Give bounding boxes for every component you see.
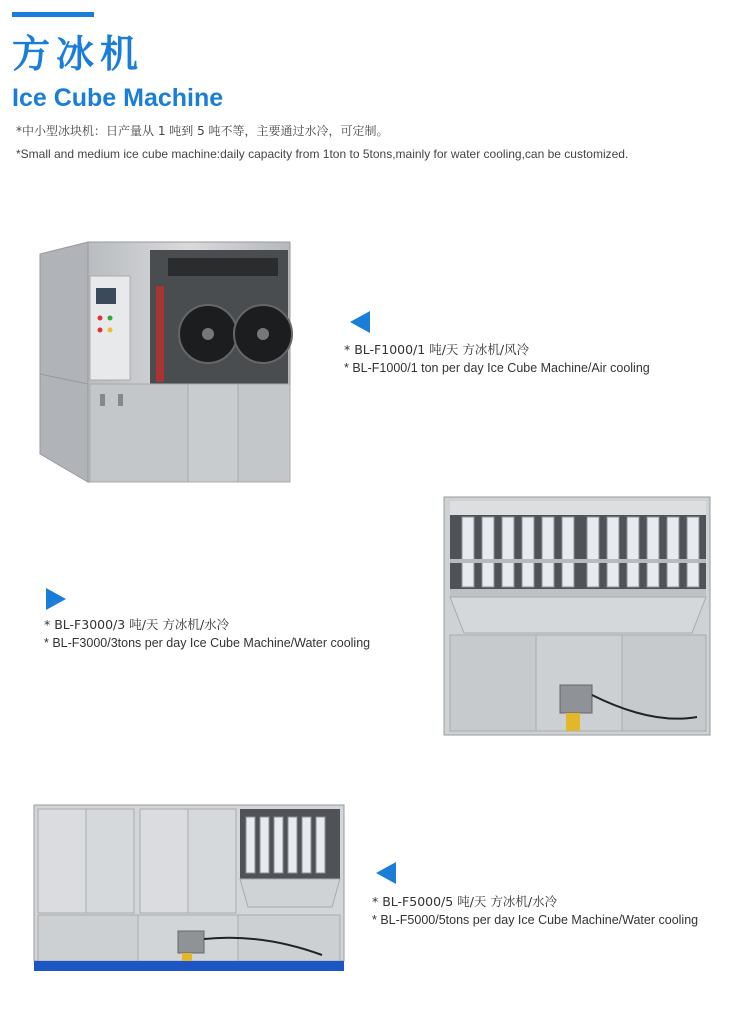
caption-line-cn: * BL-F3000/3 吨/天 方冰机/水冷 — [44, 617, 230, 632]
product-caption-bl-f5000 — [372, 892, 698, 930]
caption-line-en: * BL-F1000/1 ton per day Ice Cube Machine/Air cooling — [344, 361, 650, 375]
product-image-bl-f1000 — [38, 236, 294, 488]
caption-line-en: * BL-F3000/3tons per day Ice Cube Machine/Water cooling — [44, 636, 371, 650]
arrow-left-icon — [350, 311, 370, 333]
arrow-right-icon — [46, 588, 66, 610]
header-accent-bar — [12, 12, 94, 17]
caption-line-cn: * BL-F5000/5 吨/天 方冰机/水冷 — [372, 894, 558, 909]
arrow-left-icon — [376, 862, 396, 884]
page-title-cn: 方冰机 — [12, 32, 145, 76]
description-en: *Small and medium ice cube machine:daily capacity from 1ton to 5tons,mainly for water cooling,can be customized. — [16, 147, 629, 161]
product-caption-bl-f1000 — [344, 340, 650, 378]
caption-line-cn: * BL-F1000/1 吨/天 方冰机/风冷 — [344, 342, 530, 357]
product-image-bl-f5000 — [32, 803, 346, 973]
product-image-bl-f3000 — [442, 495, 714, 740]
product-caption-bl-f3000 — [44, 615, 370, 653]
caption-line-en: * BL-F5000/5tons per day Ice Cube Machine/Water cooling — [372, 913, 699, 927]
page-title-en: Ice Cube Machine — [12, 84, 224, 112]
description-cn: *中小型冰块机：日产量从 1 吨到 5 吨不等，主要通过水冷，可定制。 — [16, 124, 389, 138]
